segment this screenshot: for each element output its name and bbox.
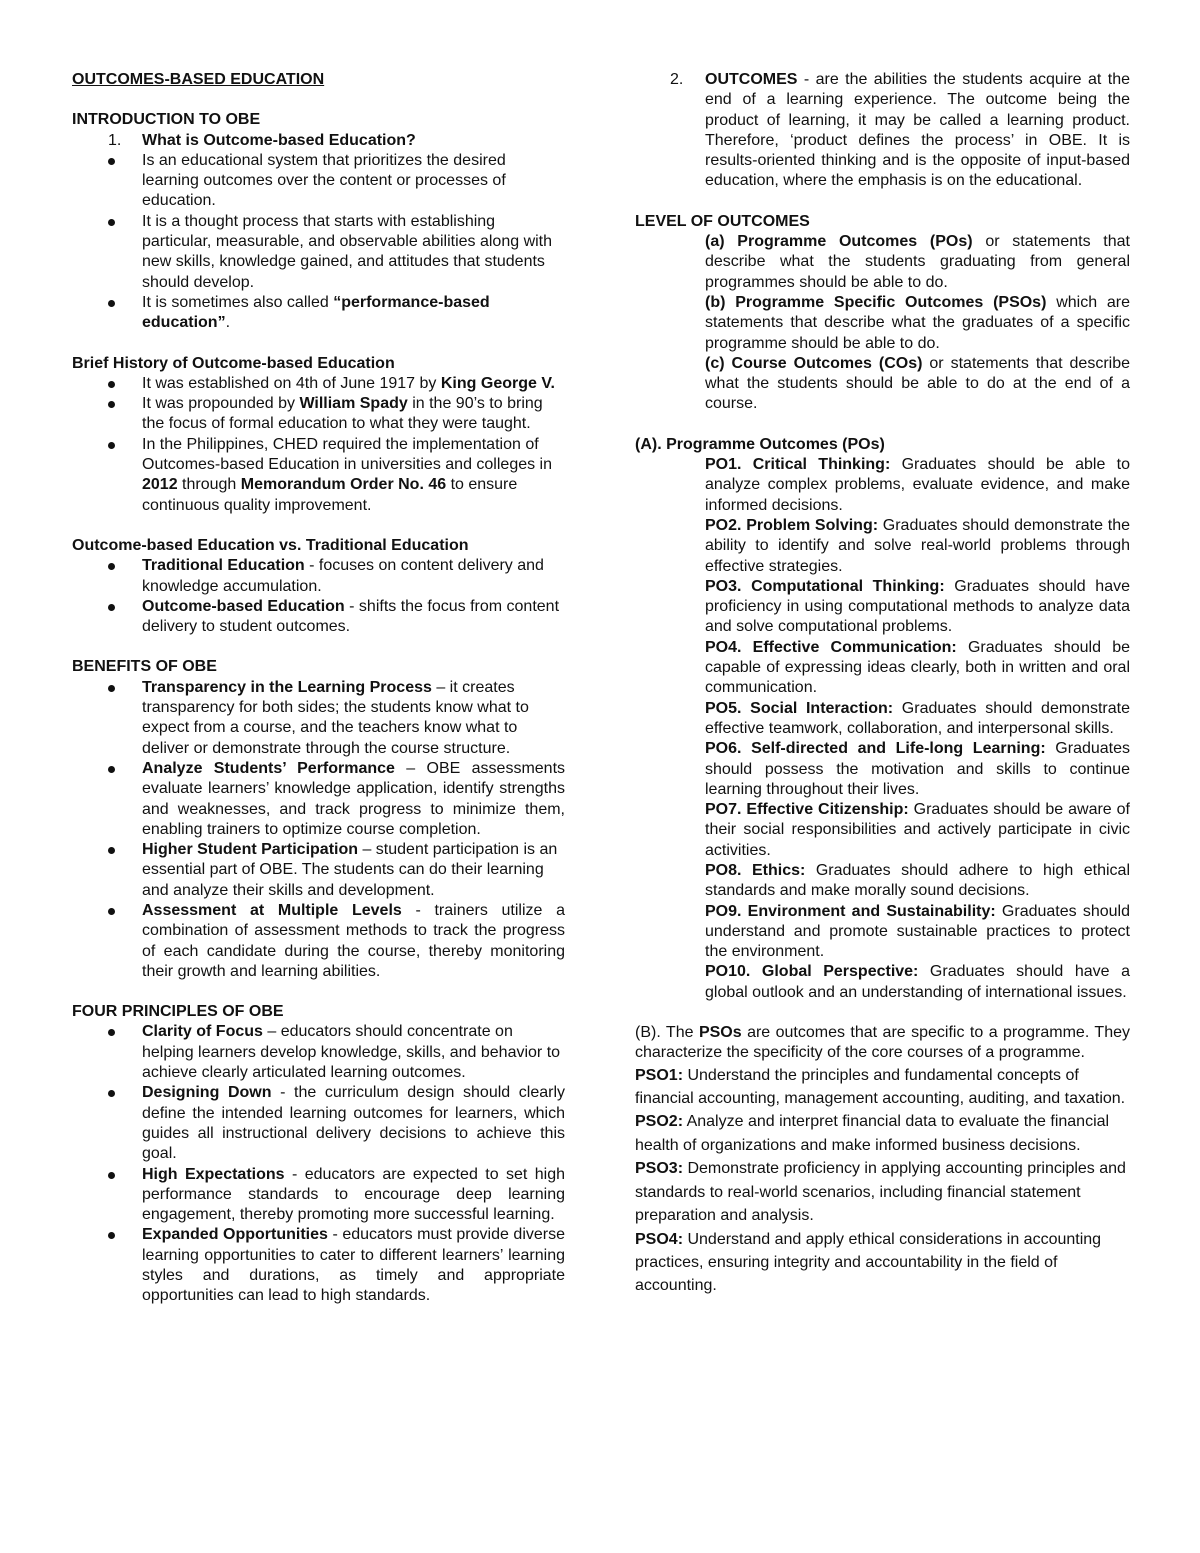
bullet-bold-text: Higher Student Participation <box>142 841 359 859</box>
po-item <box>705 516 1130 577</box>
list-item <box>72 394 565 435</box>
list-item <box>72 759 565 840</box>
po-item <box>705 638 1130 699</box>
level-label: (c) Course Outcomes (COs) <box>705 354 923 372</box>
bullet-bold-text: Clarity of Focus <box>142 1023 263 1041</box>
level-label: (b) Programme Specific Outcomes (PSOs) <box>705 293 1047 311</box>
pso-label: PSO3: <box>635 1160 684 1178</box>
bullet-bold-text: Assessment at Multiple Levels <box>142 901 402 919</box>
bullet-text: in the 90’s to bring the focus of formal education to what they were taught. <box>142 395 543 433</box>
po-text: Graduates should demonstrate the ability to identify and solve real-world problems through effective strategies. <box>705 516 1130 575</box>
po-label: PO5. Social Interaction: <box>705 699 894 717</box>
po-item <box>705 861 1130 902</box>
bullet-icon <box>108 219 115 226</box>
bullet-bold-text: Transparency in the Learning Process <box>142 678 432 696</box>
level-text: which are statements that describe what the graduates of a specific programme should be able to do. <box>705 293 1131 352</box>
question-label: What is Outcome-based Education? <box>142 131 416 149</box>
list-item <box>72 556 565 597</box>
po-text: Graduates should have proficiency in using computational methods to analyze data and solve computational problems. <box>705 577 1130 636</box>
po-item <box>705 800 1130 861</box>
po-text: Graduates should have a global outlook and an understanding of international issues. <box>705 963 1130 1001</box>
po-label: PO6. Self-directed and Life-long Learning: <box>705 740 1046 758</box>
list-item <box>72 678 565 759</box>
history-bullets <box>72 374 565 516</box>
intro-heading: INTRODUCTION TO OBE <box>72 111 261 129</box>
po-item <box>705 577 1130 638</box>
principles-bullets <box>72 1022 565 1306</box>
bullet-text: It was established on 4th of June 1917 by <box>142 374 441 392</box>
benefits-heading: BENEFITS OF OBE <box>72 658 217 676</box>
pso-text: Demonstrate proficiency in applying accounting principles and standards to real-world scenarios, including financial statement preparation and analysis. <box>635 1160 1126 1225</box>
bullet-icon <box>108 563 115 570</box>
bullet-text: - shifts the focus from content delivery to student outcomes. <box>142 597 560 636</box>
bullet-icon <box>108 908 115 915</box>
pos-heading: (A). Programme Outcomes (POs) <box>635 435 885 453</box>
bullet-icon <box>108 685 115 692</box>
level-item <box>635 232 1130 293</box>
po-label: PO8. Ethics: <box>705 861 806 879</box>
po-item <box>705 739 1130 800</box>
psos-intro-text: (B). The <box>635 1024 699 1042</box>
bullet-text: - the curriculum design should clearly define the intended learning outcomes for learners, which guides all instructional delivery decisions to achieve this goal. <box>142 1084 566 1163</box>
bullet-bold-text: Designing Down <box>142 1084 272 1102</box>
psos-intro-text: are outcomes that are specific to a programme. They characterize the specificity of the core courses of a programme. <box>635 1024 1130 1062</box>
bullet-text: – OBE assessments evaluate learners’ knowledge application, identify strengths and weaknesses, and track progress to minimize them, enabling trainers to optimize course completion. <box>142 759 566 838</box>
bullet-text: It is sometimes also called <box>142 293 334 311</box>
list-item <box>72 212 565 293</box>
list-item <box>72 1083 565 1164</box>
list-item <box>72 1165 565 1226</box>
pso-label: PSO2: <box>635 1113 684 1131</box>
bullet-text: In the Philippines, CHED required the implementation of Outcomes-based Education in universities and colleges in <box>142 435 553 474</box>
bullet-text: It was propounded by <box>142 395 300 413</box>
bullet-icon <box>108 300 115 307</box>
intro-numbered-list <box>72 131 565 151</box>
pos-list <box>635 455 1130 1003</box>
po-text: Graduates should be capable of expressing ideas clearly, both in written and oral communication. <box>705 638 1130 697</box>
pso-item <box>635 1157 1130 1227</box>
list-item <box>72 901 565 982</box>
outcomes-definition: - are the abilities the students acquire at the end of a learning experience. The outcome being the product of learning, it may be called a learning product. Therefore, ‘product defines the process’ in OBE. It is results-oriented thinking and is the opposite of input-based education, where the emphasis is on the educational. <box>705 71 1130 190</box>
bullet-icon <box>108 158 115 165</box>
bullet-bold-text: High Expectations <box>142 1165 285 1183</box>
bullet-bold-text: Memorandum Order No. 46 <box>240 476 447 494</box>
po-item <box>705 699 1130 740</box>
pso-text: Understand the principles and fundamental concepts of financial accounting, management accounting, auditing, and taxation. <box>635 1066 1126 1108</box>
pso-item <box>635 1228 1130 1298</box>
po-text: Graduates should understand and promote sustainable practices to protect the environment. <box>705 902 1130 961</box>
bullet-bold-text: William Spady <box>299 395 408 413</box>
psos-intro-bold: PSOs <box>698 1024 742 1042</box>
bullet-bold-text: 2012 <box>142 476 178 494</box>
bullet-text: to ensure continuous quality improvement. <box>142 476 518 514</box>
levels-heading: LEVEL OF OUTCOMES <box>635 212 810 230</box>
bullet-icon <box>108 401 115 408</box>
po-text: Graduates should possess the motivation and skills to continue learning throughout their lives. <box>705 740 1131 798</box>
outcomes-term: OUTCOMES <box>705 71 798 88</box>
bullet-icon <box>108 381 115 388</box>
principles-heading: FOUR PRINCIPLES OF OBE <box>72 1003 284 1021</box>
left-column <box>72 70 565 1307</box>
bullet-icon <box>108 1090 115 1097</box>
level-text: or statements that describe what the students graduating from general programmes should be able to do. <box>705 233 1130 291</box>
level-item <box>635 293 1130 354</box>
bullet-text: – student participation is an essential part of OBE. The students can do their learning and analyze their skills and development. <box>142 841 558 899</box>
list-item <box>72 435 565 516</box>
bullet-icon <box>108 766 115 773</box>
po-label: PO10. Global Perspective: <box>705 963 919 981</box>
pso-label: PSO4: <box>635 1230 684 1248</box>
bullet-text: . <box>225 314 231 332</box>
bullet-icon <box>108 442 115 449</box>
document-title: OUTCOMES-BASED EDUCATION <box>72 71 325 88</box>
po-label: PO1. Critical Thinking: <box>705 456 891 474</box>
bullet-bold-text: King George V. <box>440 374 555 392</box>
bullet-icon <box>108 604 115 611</box>
pso-label: PSO1: <box>635 1066 684 1084</box>
right-column <box>635 70 1130 1298</box>
po-label: PO7. Effective Citizenship: <box>705 801 909 819</box>
po-label: PO4. Effective Communication: <box>705 638 957 656</box>
item-number: 2. <box>670 71 684 88</box>
list-item <box>72 1225 565 1306</box>
bullet-text: through <box>177 476 241 494</box>
pso-text: Analyze and interpret financial data to evaluate the financial health of organizations and make informed business decisions. <box>635 1113 1110 1154</box>
po-text: Graduates should adhere to high ethical standards and make morally sound decisions. <box>705 861 1130 900</box>
bullet-text: - trainers utilize a combination of assessment methods to track the progress of each candidate during the course, thereby monitoring their growth and learning abilities. <box>142 901 565 980</box>
bullet-icon <box>108 1029 115 1036</box>
list-item <box>72 1022 565 1083</box>
po-item <box>705 962 1130 1003</box>
comparison-heading: Outcome-based Education vs. Traditional Education <box>72 536 469 554</box>
bullet-text: - focuses on content delivery and knowledge accumulation. <box>142 557 544 595</box>
po-text: Graduates should demonstrate effective teamwork, collaboration, and interpersonal skills. <box>705 699 1130 737</box>
list-item <box>72 597 565 638</box>
bullet-text: - educators are expected to set high performance standards to encourage deep learning engagement, thereby promoting more successful learning. <box>142 1165 565 1224</box>
list-item <box>72 374 565 394</box>
bullet-icon <box>108 1172 115 1179</box>
bullet-bold-text: Traditional Education <box>142 557 305 575</box>
list-item <box>72 840 565 901</box>
pso-item <box>635 1110 1130 1157</box>
bullet-text: Is an educational system that prioritizes the desired learning outcomes over the content or processes of education. <box>142 151 506 210</box>
numbered-item <box>72 131 565 151</box>
pso-item <box>635 1064 1130 1111</box>
list-item <box>72 151 565 212</box>
level-text: or statements that describe what the students should be able to do at the end of a course. <box>705 354 1130 413</box>
history-heading: Brief History of Outcome-based Education <box>72 354 395 372</box>
bullet-icon <box>108 847 115 854</box>
list-item <box>72 293 565 334</box>
bullet-text: – educators should concentrate on helping learners develop knowledge, skills, and behavior to achieve clearly articulated learning outcomes. <box>142 1023 561 1082</box>
benefits-bullets <box>72 678 565 982</box>
intro-bullets <box>72 151 565 334</box>
pso-text: Understand and apply ethical considerations in accounting practices, ensuring integrity and accountability in the field of accounting. <box>635 1230 1102 1295</box>
po-text: Graduates should be aware of their social responsibilities and actively participate in civic activities. <box>705 801 1130 859</box>
comparison-bullets <box>72 556 565 637</box>
bullet-bold-text: “performance-based education” <box>142 293 490 332</box>
item-number: 1. <box>108 131 122 149</box>
bullet-text: - educators must provide diverse learning opportunities to cater to different learners’ learning styles and durations, as timely and appropriate opportunities can lead to high standards. <box>142 1226 565 1305</box>
bullet-bold-text: Analyze Students’ Performance <box>142 759 395 777</box>
bullet-text: It is a thought process that starts with establishing particular, measurable, and observable abilities along with new skills, knowledge gained, and attitudes that students should develop. <box>142 212 553 291</box>
po-label: PO9. Environment and Sustainability: <box>705 902 996 920</box>
po-item <box>705 455 1130 516</box>
numbered-item <box>635 70 1130 192</box>
po-label: PO3. Computational Thinking: <box>705 577 945 595</box>
psos-intro <box>635 1023 1130 1064</box>
bullet-bold-text: Outcome-based Education <box>142 597 345 615</box>
level-label: (a) Programme Outcomes (POs) <box>705 233 973 251</box>
bullet-text: – it creates transparency for both sides; the students know what to expect from a course, and the teachers know what to deliver or demonstrate through the course structure. <box>142 678 529 757</box>
po-label: PO2. Problem Solving: <box>705 516 879 534</box>
level-item <box>635 354 1130 415</box>
bullet-icon <box>108 1232 115 1239</box>
po-text: Graduates should be able to analyze complex problems, evaluate evidence, and make informed decisions. <box>705 456 1130 514</box>
bullet-bold-text: Expanded Opportunities <box>142 1226 328 1244</box>
po-item <box>705 902 1130 963</box>
